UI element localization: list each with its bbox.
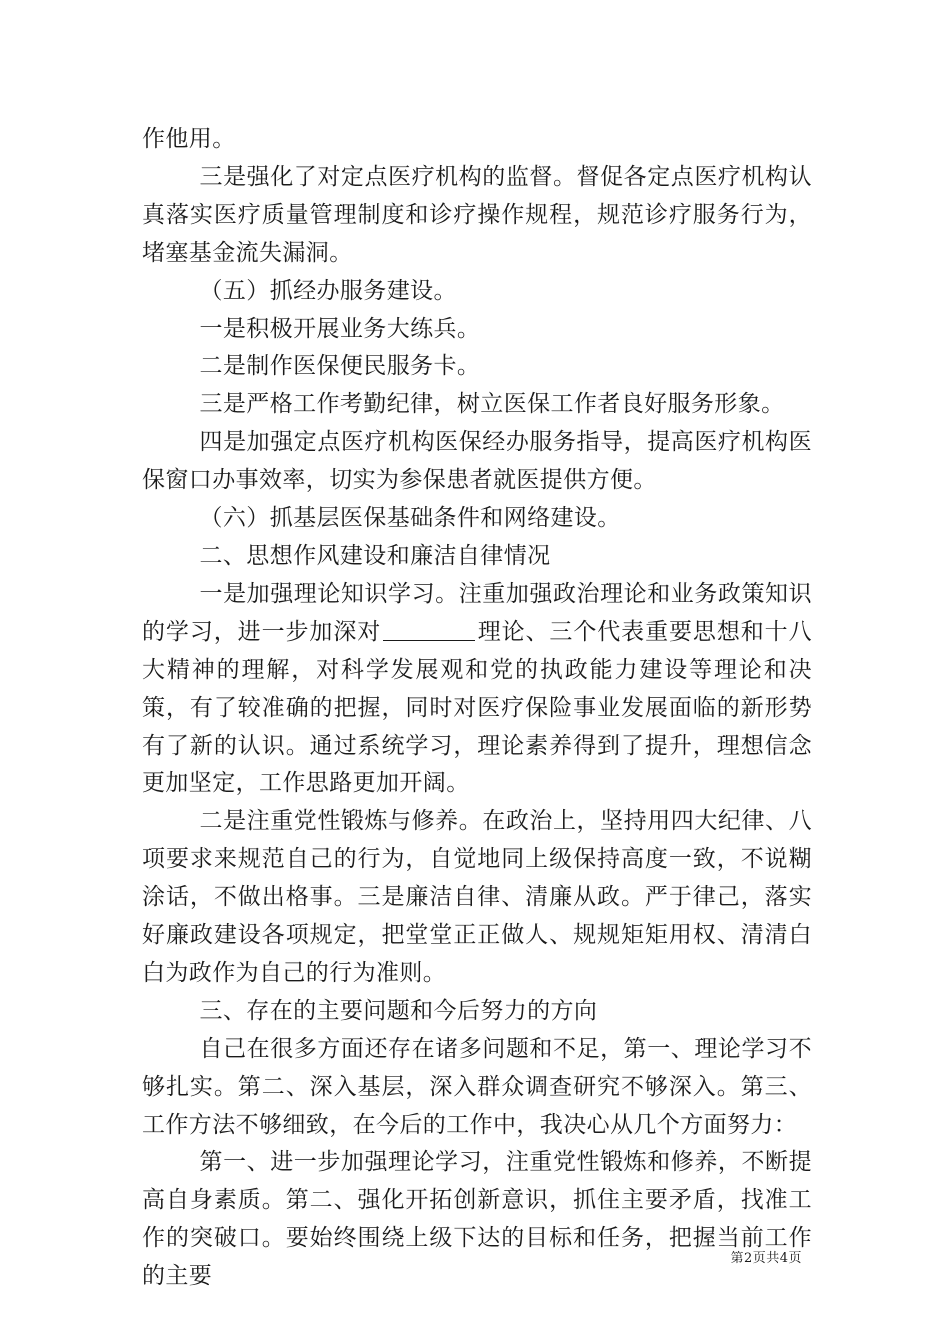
body-text [142,121,812,1296]
paragraph-10 [142,576,812,803]
paragraph-4: 一是积极开展业务大练兵。 [199,315,481,342]
section-heading-6: （六）抓基层医保基础条件和网络建设。 [199,505,621,532]
blank-line [383,614,475,641]
section-heading-3: 三、存在的主要问题和今后努力的方向 [199,997,598,1024]
paragraph-14: 第一、进一步加强理论学习，注重党性锻炼和修养，不断提高自身素质。第二、强化开拓创新意识，抓住主要矛盾，找准工作的突破口。要始终围绕上级下达的目标和任务，把握当前工作的主要 [142,1149,812,1290]
paragraph-10-before: 一是加强理论知识学习。注重加强政治理论和业务政策知识的学习，进一步加深对 [142,580,812,645]
paragraph-7: 四是加强定点医疗机构医保经办服务指导，提高医疗机构医保窗口办事效率，切实为参保患者就医提供方便。 [142,429,812,494]
paragraph-5: 二是制作医保便民服务卡。 [199,353,481,380]
paragraph-6: 三是严格工作考勤纪律，树立医保工作者良好服务形象。 [199,391,785,418]
paragraph-2: 三是强化了对定点医疗机构的监督。督促各定点医疗机构认真落实医疗质量管理制度和诊疗操作规程，规范诊疗服务行为，堵塞基金流失漏洞。 [142,163,812,266]
section-heading-2: 二、思想作风建设和廉洁自律情况 [199,542,551,569]
paragraph-1: 作他用。 [142,126,236,152]
paragraph-10-after: 理论、三个代表重要思想和十八大精神的理解，对科学发展观和党的执政能力建设等理论和决策，有了较准确的把握，同时对医疗保险事业发展面临的新形势有了新的认识。通过系统学习，理论素养得到了提升，理想信念更加坚定，工作思路更加开阔。 [142,618,812,797]
page-number: 第2页共4页 [730,1251,802,1266]
paragraph-11: 二是注重党性锻炼与修养。在政治上，坚持用四大纪律、八项要求来规范自己的行为，自觉地同上级保持高度一致，不说糊涂话，不做出格事。三是廉洁自律、清廉从政。严于律己，落实好廉政建设各项规定，把堂堂正正做人、规规矩矩用权、清清白白为政作为自己的行为准则。 [142,808,812,986]
section-heading-5: （五）抓经办服务建设。 [199,277,457,304]
paragraph-13: 自己在很多方面还存在诸多问题和不足，第一、理论学习不够扎实。第二、深入基层，深入群众调查研究不够深入。第三、工作方法不够细致，在今后的工作中，我决心从几个方面努力： [142,1035,812,1138]
